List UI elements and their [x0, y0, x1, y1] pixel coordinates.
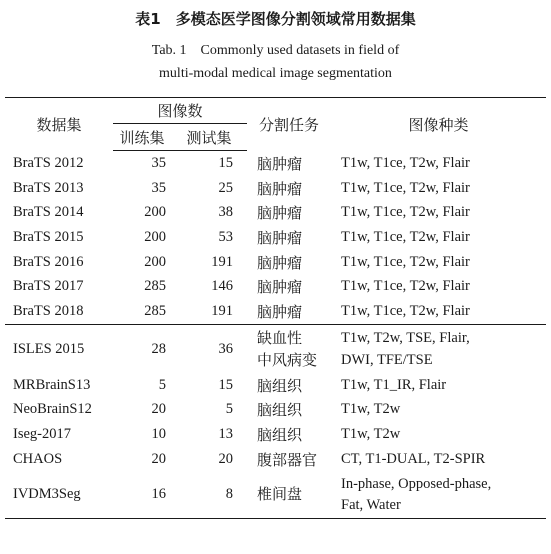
- test-count: 5: [225, 401, 234, 418]
- dataset-name: BraTS 2016: [13, 253, 84, 270]
- test-count: 13: [218, 426, 234, 443]
- image-types: [331, 324, 546, 373]
- segmentation-task: 脑组织: [257, 426, 303, 445]
- header-image-count: 图像数: [113, 98, 247, 124]
- segmentation-task: 脑肿瘤: [257, 154, 303, 173]
- table-row: [5, 422, 546, 447]
- image-types: T1w, T1ce, T2w, Flair: [341, 154, 470, 171]
- train-count: 20: [151, 401, 166, 418]
- image-types: T1w, T2w: [341, 426, 401, 443]
- table-row: [5, 151, 546, 176]
- image-types: T1w, T1ce, T2w, Flair: [341, 179, 470, 196]
- dataset-name: MRBrainS13: [13, 376, 91, 393]
- table-caption-chinese: 表1 多模态医学图像分割领域常用数据集: [135, 10, 416, 28]
- train-count: 200: [144, 204, 166, 221]
- dataset-name: BraTS 2012: [13, 154, 84, 171]
- table-caption-english-line2: multi-modal medical image segmentation: [159, 66, 392, 81]
- test-count: 20: [218, 450, 234, 467]
- segmentation-task: 腹部器官: [257, 450, 318, 469]
- segmentation-task: 脑肿瘤: [257, 302, 303, 321]
- train-count: 35: [151, 154, 166, 171]
- test-count: 8: [171, 472, 247, 519]
- types-line: T1w, T2w, TSE, Flair,: [341, 329, 470, 346]
- train-count: 35: [151, 179, 166, 196]
- image-types: T1w, T1ce, T2w, Flair: [341, 253, 470, 270]
- task-line: 缺血性: [257, 328, 303, 347]
- segmentation-task: 脑肿瘤: [257, 179, 303, 198]
- test-count: 36: [171, 324, 247, 373]
- image-types: T1w, T1ce, T2w, Flair: [341, 302, 470, 319]
- segmentation-task: 脑肿瘤: [257, 278, 303, 297]
- train-count: 28: [113, 324, 171, 373]
- header-test: 测试集: [171, 124, 247, 151]
- train-count: 10: [151, 426, 166, 443]
- dataset-name: BraTS 2017: [13, 278, 84, 295]
- dataset-name: Iseg-2017: [13, 426, 71, 443]
- table-row: [5, 373, 546, 398]
- table-row: [5, 200, 546, 225]
- image-types: T1w, T2w: [341, 401, 401, 418]
- table-row: [5, 447, 546, 472]
- segmentation-task: 脑组织: [257, 401, 303, 420]
- table-row: [5, 250, 546, 275]
- dataset-name: BraTS 2014: [13, 204, 84, 221]
- test-count: 53: [218, 228, 234, 245]
- test-count: 15: [218, 376, 234, 393]
- dataset-name: IVDM3Seg: [5, 472, 113, 519]
- segmentation-task: 椎间盘: [247, 472, 331, 519]
- image-types: [331, 472, 546, 519]
- segmentation-task: 脑肿瘤: [257, 228, 303, 247]
- dataset-name: BraTS 2018: [13, 302, 84, 319]
- table-row: [5, 398, 546, 423]
- train-count: 200: [144, 253, 166, 270]
- task-line: 中风病变: [257, 350, 318, 369]
- image-types: T1w, T1ce, T2w, Flair: [341, 204, 470, 221]
- header-task: 分割任务: [247, 98, 331, 151]
- train-count: 200: [144, 228, 166, 245]
- test-count: 191: [211, 302, 234, 319]
- train-count: 285: [144, 302, 166, 319]
- table-row: [5, 274, 546, 299]
- test-count: 191: [211, 253, 234, 270]
- train-count: 16: [113, 472, 171, 519]
- table-row: [5, 324, 546, 373]
- dataset-name: ISLES 2015: [5, 324, 113, 373]
- train-count: 20: [151, 450, 166, 467]
- header-train: 训练集: [113, 124, 171, 151]
- header-dataset: 数据集: [5, 98, 113, 151]
- segmentation-task: [247, 324, 331, 373]
- table-row: [5, 472, 546, 519]
- types-line: DWI, TFE/TSE: [341, 351, 433, 368]
- datasets-table: [5, 97, 546, 519]
- image-types: CT, T1-DUAL, T2-SPIR: [341, 450, 486, 467]
- dataset-name: NeoBrainS12: [13, 401, 92, 418]
- train-count: 5: [158, 376, 166, 393]
- dataset-name: CHAOS: [13, 450, 63, 467]
- table-caption-english-line1: Tab. 1 Commonly used datasets in field of: [151, 43, 400, 58]
- header-image-type: 图像种类: [331, 98, 546, 151]
- table-row: [5, 225, 546, 250]
- test-count: 146: [211, 278, 234, 295]
- image-types: T1w, T1_IR, Flair: [341, 376, 447, 393]
- train-count: 285: [144, 278, 166, 295]
- segmentation-task: 脑肿瘤: [257, 253, 303, 272]
- types-line: In-phase, Opposed-phase,: [341, 475, 492, 492]
- segmentation-task: 脑肿瘤: [257, 204, 303, 223]
- segmentation-task: 脑组织: [257, 376, 303, 395]
- image-types: T1w, T1ce, T2w, Flair: [341, 228, 470, 245]
- test-count: 25: [218, 179, 234, 196]
- types-line: Fat, Water: [341, 496, 401, 513]
- dataset-name: BraTS 2015: [13, 228, 84, 245]
- image-types: T1w, T1ce, T2w, Flair: [341, 278, 470, 295]
- table-row: [5, 176, 546, 201]
- table-row: [5, 299, 546, 324]
- test-count: 15: [218, 154, 234, 171]
- dataset-name: BraTS 2013: [13, 179, 84, 196]
- test-count: 38: [218, 204, 234, 221]
